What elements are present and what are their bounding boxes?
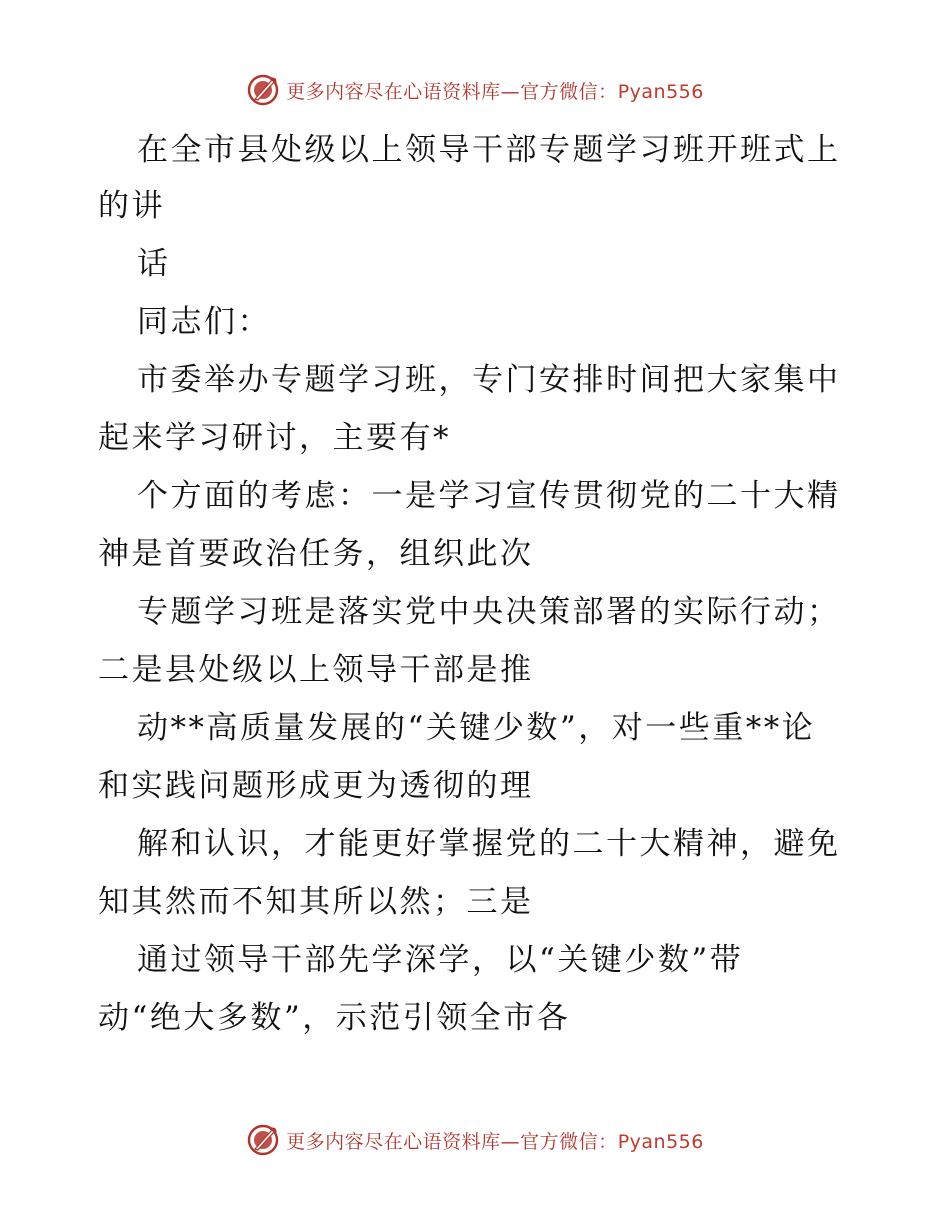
doc-title-line-2: 的讲: [98, 188, 165, 224]
doc-paragraph-line: 通过领导干部先学深学，以“关键少数”带: [137, 942, 744, 978]
doc-paragraph-line: 起来学习研讨，主要有*: [98, 420, 451, 456]
watermark-text: [286, 1127, 704, 1154]
footer-watermark-inner: [246, 1123, 704, 1157]
watermark-text: [286, 77, 704, 104]
doc-paragraph-line: 二是县处级以上领导干部是推: [98, 652, 534, 688]
doc-paragraph-line: 个方面的考虑：一是学习宣传贯彻党的二十大精: [137, 478, 841, 514]
doc-paragraph-line: 解和认识，才能更好掌握党的二十大精神，避免: [137, 826, 841, 862]
doc-paragraph-line: 和实践问题形成更为透彻的理: [98, 768, 534, 804]
watermark-wechat-id: Pyan556: [617, 80, 704, 103]
watermark-wechat-id: Pyan556: [617, 1130, 704, 1153]
doc-title-line-1: 在全市县处级以上领导干部专题学习班开班式上: [137, 132, 841, 168]
doc-paragraph-line: 神是首要政治任务，组织此次: [98, 536, 534, 572]
doc-paragraph-line: 知其然而不知其所以然；三是: [98, 884, 534, 920]
doc-paragraph-line: 动“绝大多数”，示范引领全市各: [98, 1000, 571, 1036]
watermark-wechat-label: 官方微信：: [520, 1130, 618, 1153]
watermark-wechat-label: 官方微信：: [520, 80, 618, 103]
watermark-site-text: 更多内容尽在心语资料库: [286, 1130, 501, 1153]
header-watermark: [0, 70, 950, 110]
quill-pen-seal-icon: [246, 1123, 280, 1157]
doc-title-line-3: 话: [137, 246, 171, 282]
watermark-separator: —: [500, 1130, 521, 1153]
watermark-separator: —: [500, 80, 521, 103]
quill-pen-seal-icon: [246, 73, 280, 107]
footer-watermark: [0, 1120, 950, 1160]
doc-salutation: 同志们：: [137, 304, 271, 340]
doc-paragraph-line: 专题学习班是落实党中央决策部署的实际行动；: [137, 594, 841, 630]
watermark-site-text: 更多内容尽在心语资料库: [286, 80, 501, 103]
doc-paragraph-line: 动**高质量发展的“关键少数”，对一些重**论: [137, 710, 816, 746]
doc-paragraph-line: 市委举办专题学习班，专门安排时间把大家集中: [137, 362, 841, 398]
header-watermark-inner: [246, 73, 704, 107]
